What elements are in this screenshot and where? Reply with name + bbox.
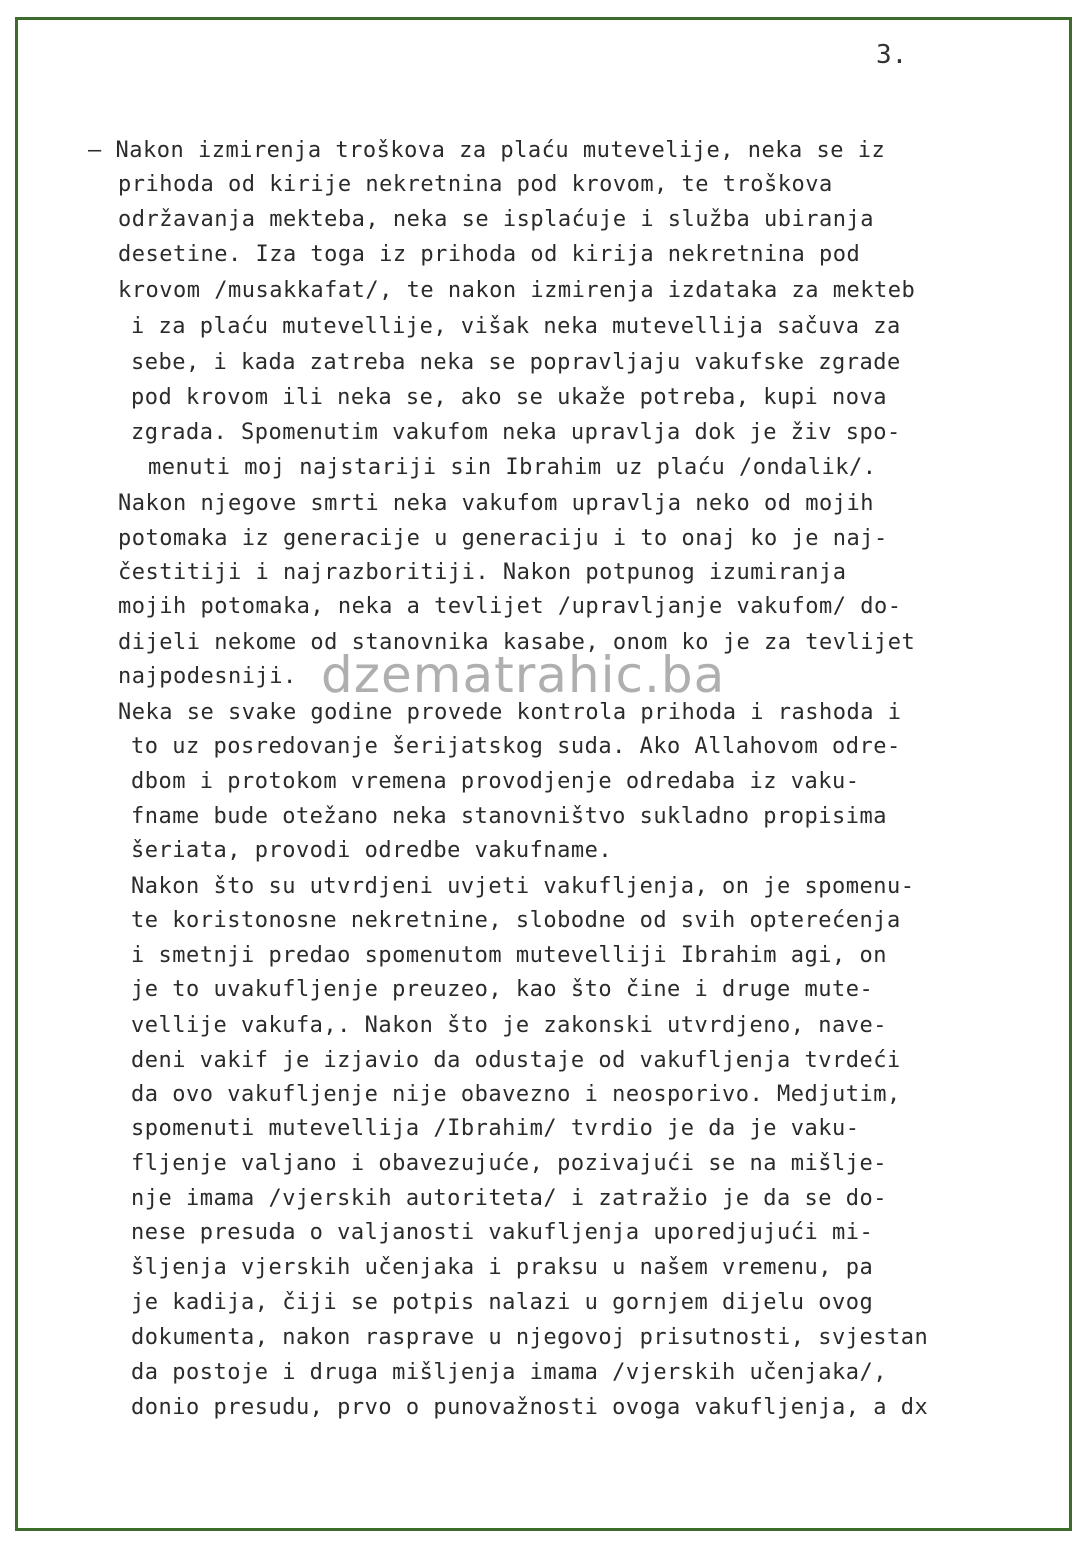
text-line: fname bude otežano neka stanovništvo sukladno propisima: [131, 804, 887, 829]
text-line: spomenuti mutevellija /Ibrahim/ tvrdio je da je vaku-: [131, 1116, 860, 1141]
text-line: vellije vakufa,. Nakon što je zakonski utvrdjeno, nave-: [131, 1013, 887, 1038]
text-line: krovom /musakkafat/, te nakon izmirenja izdataka za mekteb: [118, 278, 916, 303]
text-line: je to uvakufljenje preuzeo, kao što čine i druge mute-: [131, 977, 874, 1002]
text-line: potomaka iz generacije u generaciju i to onaj ko je naj-: [118, 526, 888, 551]
document-page: [15, 17, 1072, 1531]
text-line: šeriata, provodi odredbe vakufname.: [131, 838, 613, 863]
text-line: i smetnji predao spomenutom mutevelliji Ibrahim agi, on: [131, 943, 887, 968]
text-line: prihoda od kirije nekretnina pod krovom, te troškova: [118, 172, 833, 197]
text-line: najpodesniji.: [118, 664, 297, 689]
text-line: desetine. Iza toga iz prihoda od kirija nekretnina pod: [118, 242, 861, 267]
text-line: Nakon što su utvrdjeni uvjeti vakufljenja, on je spomenu-: [131, 874, 915, 899]
text-line: i za plaću mutevellije, višak neka mutevellija sačuva za: [131, 314, 901, 339]
text-line: menuti moj najstariji sin Ibrahim uz plaću /ondalik/.: [148, 455, 877, 480]
page-number: 3.: [876, 40, 908, 70]
text-line: – Nakon izmirenja troškova za plaću mutevelije, neka se iz: [88, 138, 886, 163]
watermark: dzematrahic.ba: [321, 646, 726, 704]
text-line: Nakon njegove smrti neka vakufom upravlja neko od mojih: [118, 491, 874, 516]
text-line: čestitiji i najrazboritiji. Nakon potpunog izumiranja: [118, 560, 847, 585]
text-line: deni vakif je izjavio da odustaje od vakufljenja tvrdeći: [131, 1048, 901, 1073]
text-line: šljenja vjerskih učenjaka i praksu u našem vremenu, pa: [131, 1255, 874, 1280]
text-line: mojih potomaka, neka a tevlijet /upravljanje vakufom/ do-: [118, 594, 902, 619]
text-line: donio presudu, prvo o punovažnosti ovoga vakufljenja, a dx: [131, 1395, 929, 1420]
text-line: dbom i protokom vremena provodjenje odredaba iz vaku-: [131, 769, 860, 794]
text-line: dokumenta, nakon rasprave u njegovoj prisutnosti, svjestan: [131, 1325, 929, 1350]
text-line: sebe, i kada zatreba neka se popravljaju vakufske zgrade: [131, 350, 901, 375]
text-line: fljenje valjano i obavezujuće, pozivajući se na mišlje-: [131, 1151, 887, 1176]
text-line: je kadija, čiji se potpis nalazi u gornjem dijelu ovog: [131, 1290, 874, 1315]
text-line: da ovo vakufljenje nije obavezno i neosporivo. Medjutim,: [131, 1082, 901, 1107]
text-line: održavanja mekteba, neka se isplaćuje i služba ubiranja: [118, 207, 874, 232]
text-line: da postoje i druga mišljenja imama /vjerskih učenjaka/,: [131, 1360, 887, 1385]
text-line: dijeli nekome od stanovnika kasabe, onom ko je za tevlijet: [118, 630, 916, 655]
text-line: zgrada. Spomenutim vakufom neka upravlja dok je živ spo-: [131, 420, 901, 445]
text-line: nje imama /vjerskih autoriteta/ i zatražio je da se do-: [131, 1186, 887, 1211]
text-line: nese presuda o valjanosti vakufljenja uporedjujući mi-: [131, 1220, 874, 1245]
text-line: to uz posredovanje šerijatskog suda. Ako Allahovom odre-: [131, 734, 901, 759]
text-line: Neka se svake godine provede kontrola prihoda i rashoda i: [118, 700, 902, 725]
text-line: te koristonosne nekretnine, slobodne od svih opterećenja: [131, 908, 901, 933]
text-line: pod krovom ili neka se, ako se ukaže potreba, kupi nova: [131, 385, 887, 410]
